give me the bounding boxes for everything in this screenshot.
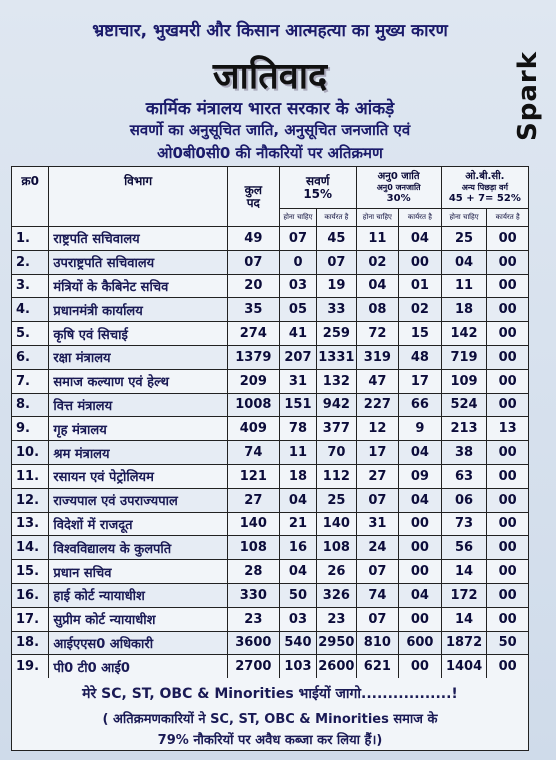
cell-c-work: 04 (399, 441, 442, 465)
cell-o-work: 00 (487, 227, 529, 251)
col-obc-working: कार्यरत है (487, 209, 529, 227)
cell-dept: उपराष्ट्रपति सचिवालय (49, 250, 228, 274)
cell-c-should: 227 (356, 393, 399, 417)
col-savarna-should: होना चाहिए (279, 209, 316, 227)
cell-c-work: 04 (399, 227, 442, 251)
cell-o-work: 00 (487, 607, 529, 631)
col-obc-should: होना चाहिए (441, 209, 487, 227)
cell-c-work: 02 (399, 298, 442, 322)
footer-note (11, 678, 529, 751)
cell-o-work: 00 (487, 464, 529, 488)
cell-o-should: 11 (441, 274, 487, 298)
cell-c-work: 15 (399, 322, 442, 346)
cell-o-should: 73 (441, 512, 487, 536)
table-row (12, 393, 529, 417)
cell-o-should: 1404 (441, 655, 487, 679)
cell-s-work: 19 (317, 274, 356, 298)
cell-s-should: 151 (279, 393, 316, 417)
cell-c-work: 00 (399, 655, 442, 679)
cell-sn: 6. (12, 345, 49, 369)
cell-c-should: 319 (356, 345, 399, 369)
cell-c-work: 04 (399, 583, 442, 607)
cell-s-should: 21 (279, 512, 316, 536)
cell-sn: 5. (12, 322, 49, 346)
table-row (12, 488, 529, 512)
table-row (12, 345, 529, 369)
cell-dept: श्रम मंत्रालय (49, 441, 228, 465)
cell-s-should: 78 (279, 417, 316, 441)
cell-o-should: 56 (441, 536, 487, 560)
cell-dept: रक्षा मंत्रालय (49, 345, 228, 369)
cell-c-should: 17 (356, 441, 399, 465)
cell-s-work: 07 (317, 250, 356, 274)
cell-s-work: 25 (317, 488, 356, 512)
cell-o-should: 142 (441, 322, 487, 346)
col-savarna-working: कार्यरत है (317, 209, 356, 227)
cell-s-should: 31 (279, 369, 316, 393)
cell-total: 3600 (227, 631, 279, 655)
cell-o-should: 109 (441, 369, 487, 393)
cell-c-should: 02 (356, 250, 399, 274)
cell-o-should: 63 (441, 464, 487, 488)
table-row (12, 583, 529, 607)
cell-total: 140 (227, 512, 279, 536)
cell-o-work: 50 (487, 631, 529, 655)
footer-line3: 79% नौकरियों पर अवैध कब्जा कर लिया हैं।) (157, 733, 383, 748)
cell-o-work: 00 (487, 441, 529, 465)
cell-total: 108 (227, 536, 279, 560)
cell-dept: विश्वविद्यालय के कुलपति (49, 536, 228, 560)
cell-sn: 9. (12, 417, 49, 441)
cell-c-should: 04 (356, 274, 399, 298)
footer-line2: ( अतिक्रमणकारियों ने SC, ST, OBC & Minorities समाज के (102, 712, 438, 727)
cell-sn: 12. (12, 488, 49, 512)
table-row (12, 227, 529, 251)
cell-dept: रसायन एवं पेट्रोलियम (49, 464, 228, 488)
cell-o-work: 00 (487, 298, 529, 322)
table-row (12, 441, 529, 465)
cell-dept: प्रधानमंत्री कार्यालय (49, 298, 228, 322)
cell-sn: 11. (12, 464, 49, 488)
cell-s-work: 23 (317, 607, 356, 631)
cell-s-work: 33 (317, 298, 356, 322)
cell-total: 209 (227, 369, 279, 393)
cell-o-should: 14 (441, 560, 487, 584)
cell-s-should: 07 (279, 227, 316, 251)
cell-c-work: 17 (399, 369, 442, 393)
col-scst-working: कार्यरत है (399, 209, 442, 227)
table-row (12, 560, 529, 584)
cell-total: 35 (227, 298, 279, 322)
cell-o-work: 00 (487, 583, 529, 607)
brand-logo: Spark (513, 51, 543, 141)
table-row (12, 607, 529, 631)
cell-o-work: 00 (487, 560, 529, 584)
col-obc: ओ.बी.सी. अन्य पिछड़ा वर्ग 45 + 7= 52% (441, 167, 528, 209)
cell-total: 49 (227, 227, 279, 251)
data-table (11, 166, 529, 679)
cell-sn: 2. (12, 250, 49, 274)
col-dept: विभाग (49, 167, 228, 227)
cell-c-should: 07 (356, 560, 399, 584)
cell-dept: राज्यपाल एवं उपराज्यपाल (49, 488, 228, 512)
cell-total: 27 (227, 488, 279, 512)
cell-sn: 15. (12, 560, 49, 584)
cell-c-should: 24 (356, 536, 399, 560)
table-row (12, 369, 529, 393)
col-scst: अनु0 जाति अनु0 जनजाति 30% (356, 167, 441, 209)
cell-c-work: 04 (399, 488, 442, 512)
cell-dept: सुप्रीम कोर्ट न्यायाधीश (49, 607, 228, 631)
cell-c-should: 621 (356, 655, 399, 679)
cell-c-should: 07 (356, 607, 399, 631)
table-row (12, 655, 529, 679)
cell-o-work: 00 (487, 512, 529, 536)
cell-sn: 1. (12, 227, 49, 251)
cell-c-work: 00 (399, 536, 442, 560)
cell-c-work: 09 (399, 464, 442, 488)
page-title: जातिवाद (212, 56, 328, 97)
cell-total: 20 (227, 274, 279, 298)
cell-sn: 8. (12, 393, 49, 417)
cell-c-should: 27 (356, 464, 399, 488)
cell-sn: 14. (12, 536, 49, 560)
cell-o-should: 1872 (441, 631, 487, 655)
cell-s-work: 132 (317, 369, 356, 393)
cell-total: 28 (227, 560, 279, 584)
table-row (12, 536, 529, 560)
cell-o-work: 00 (487, 369, 529, 393)
cell-total: 409 (227, 417, 279, 441)
cell-dept: समाज कल्याण एवं हेल्थ (49, 369, 228, 393)
cell-s-work: 45 (317, 227, 356, 251)
table-row (12, 250, 529, 274)
cell-dept: हाई कोर्ट न्यायाधीश (49, 583, 228, 607)
table-row (12, 512, 529, 536)
cell-s-should: 03 (279, 607, 316, 631)
cell-c-work: 01 (399, 274, 442, 298)
cell-s-should: 16 (279, 536, 316, 560)
cell-o-work: 00 (487, 488, 529, 512)
cell-s-should: 18 (279, 464, 316, 488)
cell-c-should: 72 (356, 322, 399, 346)
cell-o-should: 172 (441, 583, 487, 607)
header-line3: कार्मिक मंत्रालय भारत सरकार के आंकड़े (145, 99, 395, 119)
cell-dept: विदेशों में राजदूत (49, 512, 228, 536)
cell-c-should: 08 (356, 298, 399, 322)
cell-sn: 10. (12, 441, 49, 465)
cell-o-should: 06 (441, 488, 487, 512)
footer-line1: मेरे SC, ST, OBC & Minorities भाईयों जागो.................! (82, 686, 458, 702)
cell-s-should: 04 (279, 488, 316, 512)
cell-s-should: 11 (279, 441, 316, 465)
cell-o-should: 04 (441, 250, 487, 274)
cell-c-work: 00 (399, 512, 442, 536)
cell-c-should: 07 (356, 488, 399, 512)
col-scst-should: होना चाहिए (356, 209, 399, 227)
cell-dept: वित्त मंत्रालय (49, 393, 228, 417)
cell-s-should: 103 (279, 655, 316, 679)
cell-c-work: 00 (399, 250, 442, 274)
cell-dept: गृह मंत्रालय (49, 417, 228, 441)
cell-s-work: 1331 (317, 345, 356, 369)
cell-s-work: 326 (317, 583, 356, 607)
cell-sn: 19. (12, 655, 49, 679)
cell-s-work: 2600 (317, 655, 356, 679)
cell-sn: 7. (12, 369, 49, 393)
cell-c-work: 48 (399, 345, 442, 369)
header-line1: भ्रष्टाचार, भुखमरी और किसान आत्महत्या का मुख्य कारण (92, 21, 448, 41)
table-row (12, 298, 529, 322)
cell-s-should: 50 (279, 583, 316, 607)
cell-o-should: 18 (441, 298, 487, 322)
cell-o-work: 00 (487, 274, 529, 298)
cell-c-work: 600 (399, 631, 442, 655)
col-savarna: सवर्ण 15% (279, 167, 356, 209)
cell-dept: मंत्रियों के कैबिनेट सचिव (49, 274, 228, 298)
cell-sn: 3. (12, 274, 49, 298)
cell-c-should: 74 (356, 583, 399, 607)
cell-s-work: 112 (317, 464, 356, 488)
cell-o-should: 38 (441, 441, 487, 465)
cell-o-work: 00 (487, 250, 529, 274)
cell-c-work: 00 (399, 607, 442, 631)
cell-dept: राष्ट्रपति सचिवालय (49, 227, 228, 251)
cell-s-should: 207 (279, 345, 316, 369)
table-row (12, 631, 529, 655)
cell-s-work: 377 (317, 417, 356, 441)
cell-sn: 4. (12, 298, 49, 322)
cell-o-should: 719 (441, 345, 487, 369)
cell-total: 330 (227, 583, 279, 607)
cell-s-should: 540 (279, 631, 316, 655)
cell-o-should: 213 (441, 417, 487, 441)
cell-o-work: 00 (487, 655, 529, 679)
col-total: कुल पद (227, 167, 279, 227)
cell-total: 121 (227, 464, 279, 488)
cell-s-work: 2950 (317, 631, 356, 655)
cell-s-should: 0 (279, 250, 316, 274)
cell-o-work: 00 (487, 393, 529, 417)
cell-s-work: 26 (317, 560, 356, 584)
cell-o-should: 524 (441, 393, 487, 417)
cell-total: 2700 (227, 655, 279, 679)
table-row (12, 322, 529, 346)
table-row (12, 417, 529, 441)
cell-sn: 16. (12, 583, 49, 607)
cell-o-work: 00 (487, 345, 529, 369)
header-line5: ओ0बी0सी0 की नौकरियों पर अतिक्रमण (157, 144, 383, 162)
cell-s-work: 108 (317, 536, 356, 560)
cell-s-should: 05 (279, 298, 316, 322)
table-row (12, 274, 529, 298)
cell-sn: 17. (12, 607, 49, 631)
cell-o-should: 25 (441, 227, 487, 251)
cell-o-work: 00 (487, 322, 529, 346)
cell-o-should: 14 (441, 607, 487, 631)
cell-o-work: 00 (487, 536, 529, 560)
cell-o-work: 13 (487, 417, 529, 441)
cell-total: 1008 (227, 393, 279, 417)
cell-c-should: 31 (356, 512, 399, 536)
table-row (12, 464, 529, 488)
cell-c-should: 12 (356, 417, 399, 441)
table-body (12, 227, 529, 679)
cell-s-work: 140 (317, 512, 356, 536)
cell-total: 23 (227, 607, 279, 631)
cell-c-should: 810 (356, 631, 399, 655)
cell-s-work: 259 (317, 322, 356, 346)
cell-total: 1379 (227, 345, 279, 369)
cell-sn: 13. (12, 512, 49, 536)
cell-s-should: 04 (279, 560, 316, 584)
cell-total: 274 (227, 322, 279, 346)
cell-s-should: 03 (279, 274, 316, 298)
cell-dept: आईएएस0 अधिकारी (49, 631, 228, 655)
cell-dept: पी0 टी0 आई0 (49, 655, 228, 679)
cell-s-should: 41 (279, 322, 316, 346)
cell-total: 74 (227, 441, 279, 465)
cell-sn: 18. (12, 631, 49, 655)
cell-c-should: 47 (356, 369, 399, 393)
cell-s-work: 942 (317, 393, 356, 417)
cell-c-work: 66 (399, 393, 442, 417)
cell-dept: प्रधान सचिव (49, 560, 228, 584)
col-sn: क्र0 (12, 167, 49, 227)
cell-c-work: 00 (399, 560, 442, 584)
cell-dept: कृषि एवं सिचाई (49, 322, 228, 346)
cell-c-should: 11 (356, 227, 399, 251)
cell-s-work: 70 (317, 441, 356, 465)
cell-c-work: 9 (399, 417, 442, 441)
cell-total: 07 (227, 250, 279, 274)
header-line4: सवर्णो का अनुसूचित जाति, अनुसूचित जनजाति एवं (129, 121, 411, 139)
